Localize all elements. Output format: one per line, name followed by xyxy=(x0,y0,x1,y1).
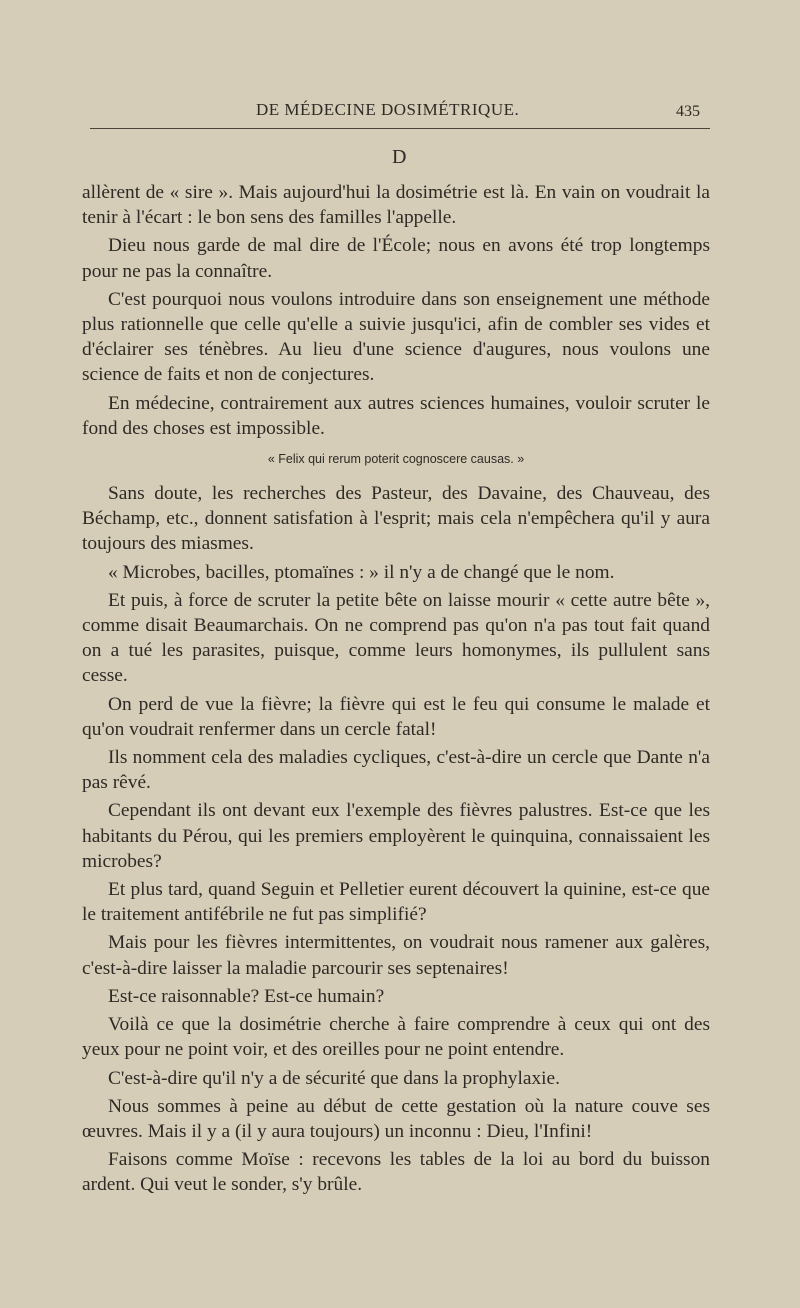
paragraph: On perd de vue la fièvre; la fièvre qui est le feu qui consume le malade et qu'on voudrait renfermer dans un cercle fatal! xyxy=(82,693,710,740)
paragraph: Sans doute, les recherches des Pasteur, des Davaine, des Chauveau, des Béchamp, etc., donnent satisfation à l'esprit; mais cela n'empêchera qu'il y aura toujours des miasmes. xyxy=(82,483,710,555)
paragraph: C'est pourquoi nous voulons introduire dans son enseignement une méthode plus rationnelle que celle qu'elle a suivie jusqu'ici, afin de combler ses vides et d'éclairer ses ténèbres. Au lieu d'une science d'augures, nous voulons une science de faits et non de conjectures. xyxy=(82,288,710,386)
paragraph: C'est-à-dire qu'il n'y a de sécurité que dans la prophylaxie. xyxy=(108,1067,561,1089)
paragraph: « Microbes, bacilles, ptomaïnes : » il n'y a de changé que le nom. xyxy=(108,561,615,583)
paragraph: Nous sommes à peine au début de cette gestation où la nature couve ses œuvres. Mais il y a (il y aura toujours) un inconnu : Dieu, l'Infini! xyxy=(82,1095,710,1142)
paragraph: allèrent de « sire ». Mais aujourd'hui la dosimétrie est là. En vain on voudrait la tenir à l'écart : le bon sens des familles l'appelle. xyxy=(82,182,710,229)
paragraph: Et puis, à force de scruter la petite bête on laisse mourir « cette autre bête », comme disait Beaumarchais. On ne comprend pas qu'on n'a pas tout fait quand on a tué les parasites, puisque, comme leurs homonymes, ils pullulent sans cesse. xyxy=(82,589,710,687)
page-number: 435 xyxy=(676,103,700,120)
running-title: DE MÉDECINE DOSIMÉTRIQUE. xyxy=(256,100,520,119)
paragraph: En médecine, contrairement aux autres sciences humaines, vouloir scruter le fond des choses est impossible. xyxy=(82,392,710,439)
paragraph: Faisons comme Moïse : recevons les tables de la loi au bord du buisson ardent. Qui veut le sonder, s'y brûle. xyxy=(82,1149,710,1196)
paragraph: Ils nomment cela des maladies cycliques, c'est-à-dire un cercle que Dante n'a pas rêvé. xyxy=(82,747,710,794)
paragraph: Voilà ce que la dosimétrie cherche à faire comprendre à ceux qui ont des yeux pour ne point voir, et des oreilles pour ne point entendre. xyxy=(82,1014,710,1061)
section-letter: D xyxy=(392,146,407,168)
paragraph: Dieu nous garde de mal dire de l'École; nous en avons été trop longtemps pour ne pas la connaître. xyxy=(82,235,710,282)
latin-quote: « Felix qui rerum poterit cognoscere causas. » xyxy=(267,452,525,467)
paragraph: Est-ce raisonnable? Est-ce humain? xyxy=(108,985,385,1007)
paragraph: Et plus tard, quand Seguin et Pelletier eurent découvert la quinine, est-ce que le traitement antifébrile ne fut pas simplifié? xyxy=(82,879,710,926)
header-rule xyxy=(90,128,710,129)
paragraph: Mais pour les fièvres intermittentes, on voudrait nous ramener aux galères, c'est-à-dire laisser la maladie parcourir ses septenaires! xyxy=(82,932,710,979)
paragraph: Cependant ils ont devant eux l'exemple des fièvres palustres. Est-ce que les habitants du Pérou, qui les premiers employèrent le quinquina, connaissaient les microbes? xyxy=(82,800,710,872)
body-text xyxy=(82,180,710,1198)
